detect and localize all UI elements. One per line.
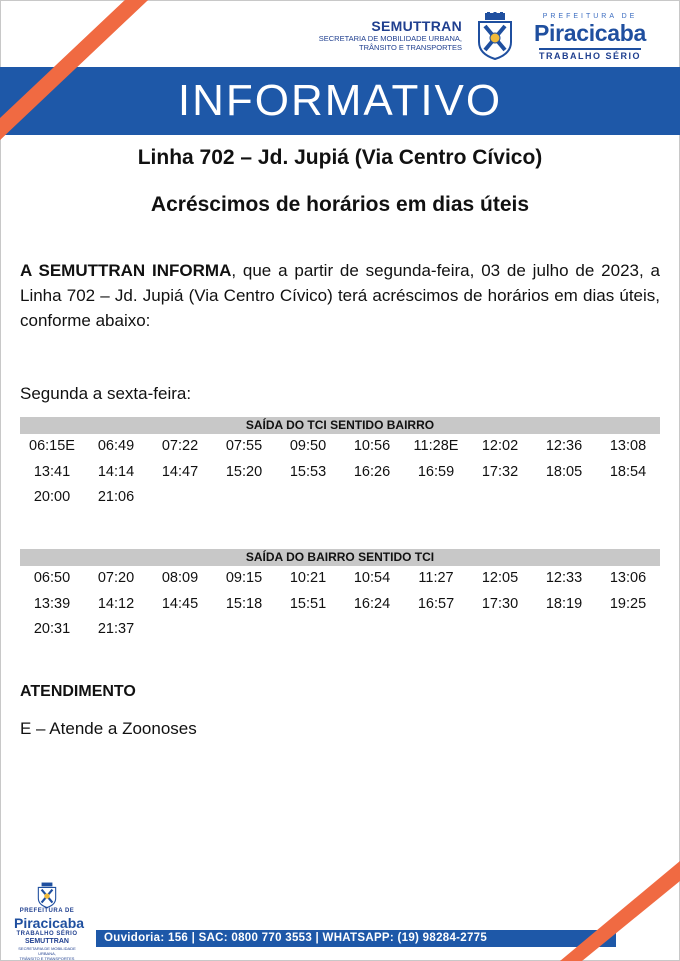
subtitle: Acréscimos de horários em dias úteis (150, 193, 530, 216)
city-slogan: TRABALHO SÉRIO (539, 48, 641, 62)
semuttran-name: SEMUTTRAN (371, 18, 462, 34)
schedule-time: 18:54 (609, 463, 647, 480)
schedule-time: 09:15 (225, 570, 263, 586)
footer-semuttran-line2: TRÂNSITO E TRANSPORTES (19, 956, 75, 961)
schedule-bairro-tci (20, 549, 660, 643)
schedule-time: 18:19 (545, 595, 583, 612)
days-label: Segunda a sexta-feira: (20, 384, 192, 403)
schedule-time: 07:20 (97, 570, 135, 586)
schedule-time: 16:24 (353, 595, 391, 612)
schedule-times (20, 434, 660, 511)
schedule-time: 20:00 (33, 489, 71, 505)
schedule-time: 16:57 (417, 595, 455, 612)
schedule-time: 17:30 (481, 595, 519, 612)
schedule-tci-bairro (20, 417, 660, 511)
schedule-time: 16:26 (353, 463, 391, 480)
corner-stripe-bottom-right (560, 861, 680, 961)
schedule-time: 10:54 (353, 570, 391, 586)
schedule-time: 13:06 (609, 570, 647, 586)
schedule-time: 11:27 (418, 570, 454, 586)
schedule-time: 12:02 (481, 438, 519, 454)
prefeitura-label: PREFEITURA DE (542, 13, 638, 20)
schedule-time: 20:31 (33, 621, 71, 637)
atendimento-title: ATENDIMENTO (20, 683, 136, 700)
atendimento-legend: E – Atende a Zoonoses (20, 719, 197, 738)
piracicaba-logo (520, 12, 660, 64)
semuttran-line1: SECRETARIA DE MOBILIDADE URBANA, (318, 34, 462, 43)
schedule-time: 07:55 (225, 438, 263, 454)
schedule-time: 13:08 (609, 438, 647, 454)
schedule-time: 13:41 (33, 463, 71, 480)
schedule-time: 12:33 (545, 570, 583, 586)
schedule-time: 10:21 (289, 570, 327, 586)
schedule-time: 07:22 (161, 438, 199, 454)
schedule-time: 12:36 (545, 438, 583, 454)
semuttran-line2: TRÂNSITO E TRANSPORTES (359, 43, 462, 52)
schedule-time: 06:49 (97, 438, 135, 454)
line-title: Linha 702 – Jd. Jupiá (Via Centro Cívico) (137, 146, 543, 169)
piracicaba-crest-icon (476, 12, 514, 60)
banner-title: INFORMATIVO (177, 76, 503, 125)
schedule-time: 13:39 (33, 595, 71, 612)
schedule-time: 14:45 (161, 595, 199, 612)
footer-semuttran-line1: SECRETARIA DE MOBILIDADE URBANA, (18, 946, 76, 956)
intro-text: , que a partir de segunda-feira, 03 de julho de 2023, a Linha 702 – Jd. Jupiá (Via Centro Cívico) terá acréscimos de horários em dias úteis, conforme abaixo: (20, 261, 660, 330)
intro-paragraph (20, 258, 660, 333)
semuttran-logo (319, 19, 462, 52)
footer-logo (14, 882, 85, 961)
schedule-times (20, 566, 660, 643)
schedule-time: 10:56 (353, 438, 391, 454)
schedule-time: 15:20 (225, 463, 263, 480)
footer-semuttran: SEMUTTRAN (25, 938, 69, 945)
schedule-time: 15:53 (289, 463, 327, 480)
schedule-time: 19:25 (609, 595, 647, 612)
schedule-time: 16:59 (417, 463, 455, 480)
schedule-time: 12:05 (481, 570, 519, 586)
schedule-time: 14:47 (161, 463, 199, 480)
schedule-time: 06:15E (29, 438, 75, 454)
schedule-time: 09:50 (289, 438, 327, 454)
city-name: Piracicaba (533, 20, 647, 46)
footer-prefeitura: PREFEITURA DE (19, 908, 75, 914)
footer-crest-icon (36, 882, 58, 908)
footer-city: Piracicaba (14, 915, 85, 931)
schedule-time: 17:32 (481, 463, 519, 480)
schedule-header: SAÍDA DO BAIRRO SENTIDO TCI (20, 549, 660, 566)
schedule-header: SAÍDA DO TCI SENTIDO BAIRRO (20, 417, 660, 434)
schedule-time: 21:06 (97, 489, 135, 505)
schedule-time: 14:14 (97, 463, 135, 480)
intro-bold: A SEMUTTRAN INFORMA (20, 261, 232, 280)
footer-slogan: TRABALHO SÉRIO (16, 931, 78, 937)
schedule-time: 21:37 (97, 621, 135, 637)
schedule-time: 08:09 (161, 570, 199, 586)
schedule-time: 15:18 (225, 595, 263, 612)
footer-contact-bar: Ouvidoria: 156 | SAC: 0800 770 3553 | WHATSAPP: (19) 98284-2775 (96, 930, 616, 947)
schedule-time: 14:12 (97, 595, 135, 612)
schedule-time: 06:50 (33, 570, 71, 586)
schedule-time: 18:05 (545, 463, 583, 480)
schedule-time: 15:51 (289, 595, 327, 612)
schedule-time: 11:28E (413, 438, 459, 454)
